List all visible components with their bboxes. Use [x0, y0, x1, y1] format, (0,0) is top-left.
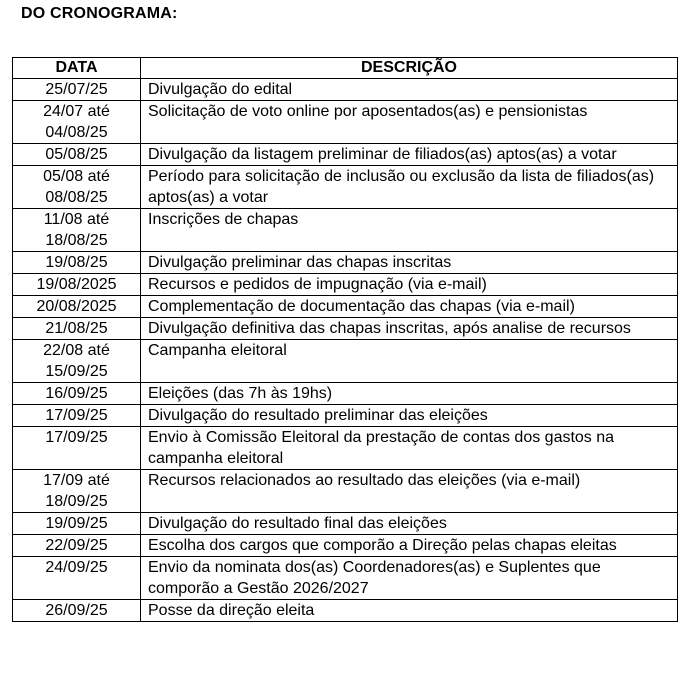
column-header-date: DATA — [13, 58, 141, 79]
date-cell — [13, 340, 141, 383]
description-cell: Solicitação de voto online por aposentados(as) e pensionistas — [141, 101, 678, 144]
date-cell — [13, 252, 141, 274]
table-row — [13, 79, 678, 101]
date-cell — [13, 383, 141, 405]
description-cell: Envio da nominata dos(as) Coordenadores(as) e Suplentes que comporão a Gestão 2026/2027 — [141, 557, 678, 600]
table-row — [13, 557, 678, 600]
date-text: 19/08/25 — [45, 254, 108, 271]
table-row — [13, 383, 678, 405]
date-cell — [13, 144, 141, 166]
table-row — [13, 427, 678, 470]
table-row — [13, 340, 678, 383]
description-cell: Divulgação do edital — [141, 79, 678, 101]
description-cell: Envio à Comissão Eleitoral da prestação de contas dos gastos na campanha eleitoral — [141, 427, 678, 470]
schedule-table — [12, 57, 678, 622]
date-cell — [13, 318, 141, 340]
description-cell: Divulgação da listagem preliminar de filiados(as) aptos(as) a votar — [141, 144, 678, 166]
date-cell — [13, 557, 141, 600]
date-text: 24/09/25 — [45, 559, 108, 576]
date-text: 04/08/25 — [45, 124, 108, 141]
description-cell: Recursos e pedidos de impugnação (via e-mail) — [141, 274, 678, 296]
table-row — [13, 318, 678, 340]
description-cell: Inscrições de chapas — [141, 209, 678, 252]
date-text: 08/08/25 — [45, 189, 108, 206]
date-cell — [13, 600, 141, 622]
table-row — [13, 166, 678, 209]
table-row — [13, 405, 678, 427]
table-row — [13, 209, 678, 252]
description-cell: Divulgação definitiva das chapas inscritas, após analise de recursos — [141, 318, 678, 340]
table-header-row — [13, 58, 678, 79]
table-row — [13, 101, 678, 144]
date-cell — [13, 79, 141, 101]
date-text: 15/09/25 — [45, 363, 108, 380]
description-cell: Divulgação preliminar das chapas inscritas — [141, 252, 678, 274]
description-cell: Período para solicitação de inclusão ou exclusão da lista de filiados(as) aptos(as) a votar — [141, 166, 678, 209]
date-text: 05/08/25 — [45, 146, 108, 163]
date-cell — [13, 209, 141, 252]
description-cell: Escolha dos cargos que comporão a Direção pelas chapas eleitas — [141, 535, 678, 557]
table-row — [13, 274, 678, 296]
table-row — [13, 296, 678, 318]
date-text: 11/08 até — [43, 211, 110, 228]
date-text: 21/08/25 — [45, 320, 108, 337]
date-cell — [13, 296, 141, 318]
table-row — [13, 600, 678, 622]
description-cell: Divulgação do resultado preliminar das eleições — [141, 405, 678, 427]
description-cell: Eleições (das 7h às 19hs) — [141, 383, 678, 405]
description-cell: Campanha eleitoral — [141, 340, 678, 383]
date-text: 20/08/2025 — [36, 298, 117, 315]
date-text: 25/07/25 — [45, 81, 108, 98]
date-text: 18/09/25 — [45, 493, 108, 510]
date-cell — [13, 535, 141, 557]
description-cell: Divulgação do resultado final das eleições — [141, 513, 678, 535]
column-header-description: DESCRIÇÃO — [141, 58, 678, 79]
table-row — [13, 252, 678, 274]
date-cell — [13, 470, 141, 513]
section-heading: DO CRONOGRAMA: — [21, 5, 178, 22]
date-text: 22/09/25 — [45, 537, 108, 554]
date-cell — [13, 101, 141, 144]
table-row — [13, 470, 678, 513]
date-text: 17/09/25 — [45, 407, 108, 424]
date-text: 26/09/25 — [45, 602, 108, 619]
date-cell — [13, 166, 141, 209]
description-cell: Posse da direção eleita — [141, 600, 678, 622]
table-row — [13, 513, 678, 535]
date-text: 19/08/2025 — [36, 276, 117, 293]
description-cell: Recursos relacionados ao resultado das eleições (via e-mail) — [141, 470, 678, 513]
date-cell — [13, 405, 141, 427]
date-text: 05/08 até — [43, 168, 110, 185]
date-text: 22/08 até — [43, 342, 110, 359]
date-text: 19/09/25 — [45, 515, 108, 532]
schedule-body — [13, 79, 678, 622]
table-row — [13, 144, 678, 166]
date-cell — [13, 513, 141, 535]
date-text: 17/09 até — [43, 472, 110, 489]
date-text: 16/09/25 — [45, 385, 108, 402]
date-text: 18/08/25 — [45, 232, 108, 249]
description-cell: Complementação de documentação das chapas (via e-mail) — [141, 296, 678, 318]
date-cell — [13, 427, 141, 470]
date-text: 17/09/25 — [45, 429, 108, 446]
table-row — [13, 535, 678, 557]
date-text: 24/07 até — [43, 103, 110, 120]
date-cell — [13, 274, 141, 296]
